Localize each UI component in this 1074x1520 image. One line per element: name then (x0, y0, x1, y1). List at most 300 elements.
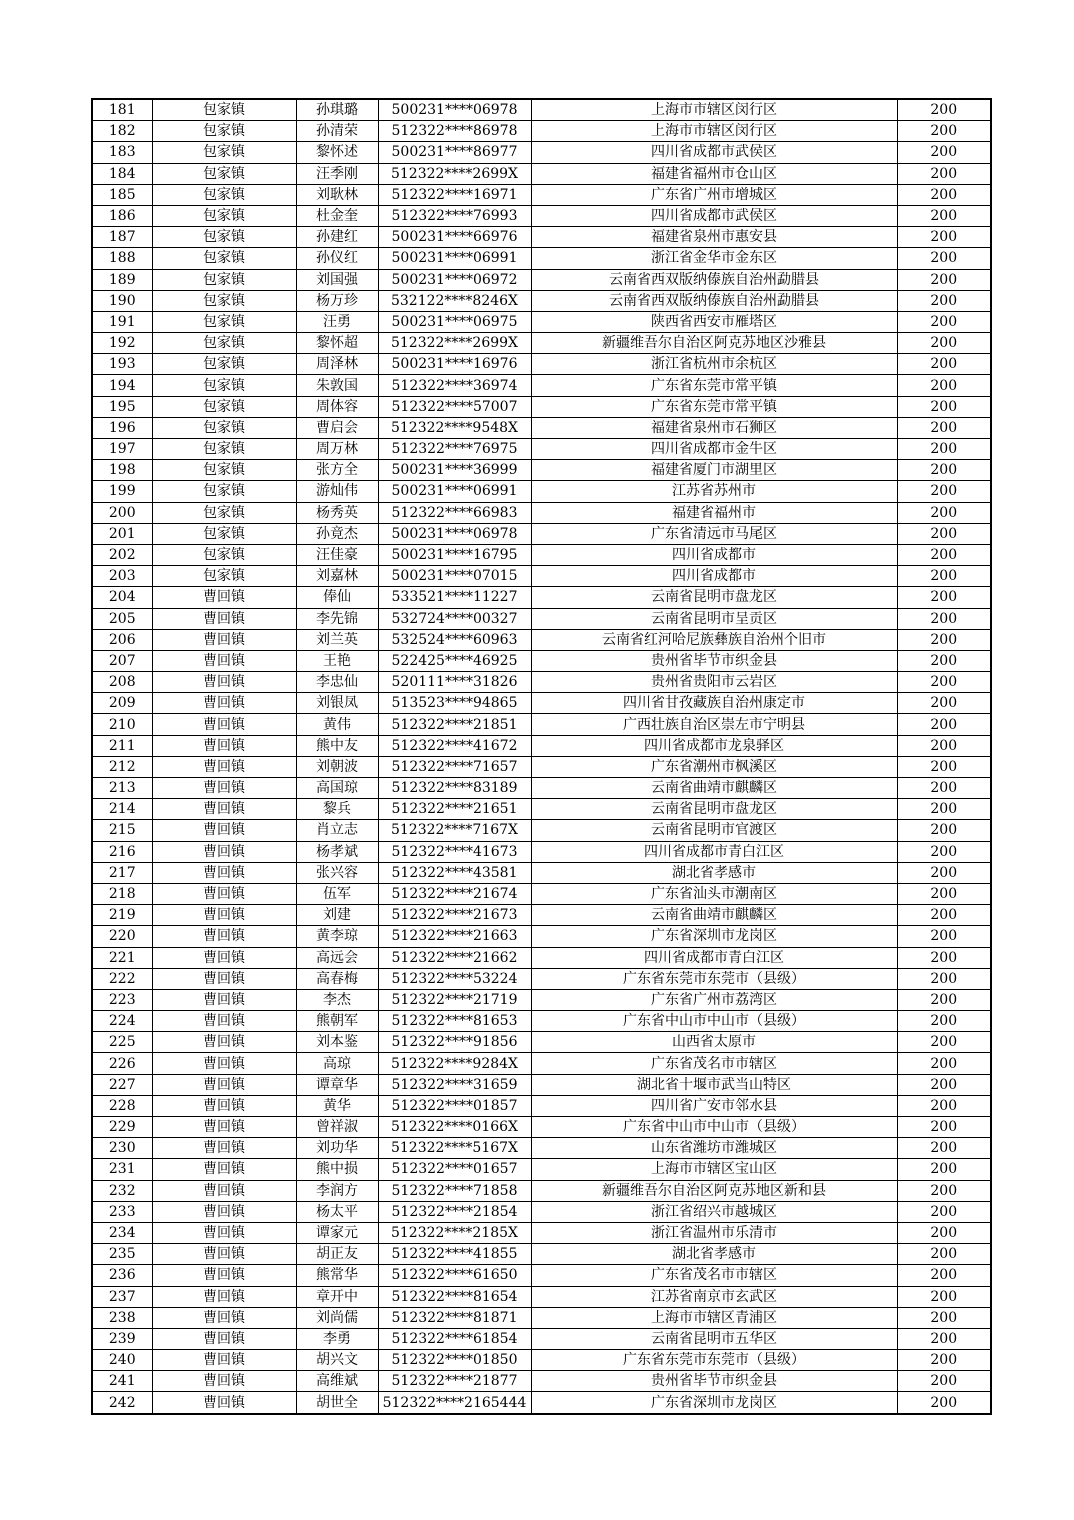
person-name-cell: 胡正友 (296, 1244, 378, 1265)
town-cell: 曹回镇 (152, 862, 296, 883)
person-name-cell: 刘耿林 (296, 184, 378, 205)
work-location-cell: 云南省昆明市呈贡区 (531, 608, 897, 629)
amount-cell: 200 (897, 481, 991, 502)
person-name-cell: 汪季刚 (296, 163, 378, 184)
id-number-cell: 532524****60963 (378, 629, 531, 650)
row-number-cell: 189 (92, 269, 152, 290)
table-row (92, 1053, 991, 1074)
town-cell: 曹回镇 (152, 1307, 296, 1328)
person-name-cell: 曹启会 (296, 417, 378, 438)
work-location-cell: 浙江省杭州市余杭区 (531, 354, 897, 375)
table-row (92, 523, 991, 544)
table-row (92, 1350, 991, 1371)
id-number-cell: 512322****71657 (378, 756, 531, 777)
row-number-cell: 226 (92, 1053, 152, 1074)
table-row (92, 1244, 991, 1265)
work-location-cell: 四川省成都市武侯区 (531, 205, 897, 226)
work-location-cell: 广东省清远市马尾区 (531, 523, 897, 544)
row-number-cell: 219 (92, 905, 152, 926)
id-number-cell: 512322****21851 (378, 714, 531, 735)
amount-cell: 200 (897, 1074, 991, 1095)
amount-cell: 200 (897, 608, 991, 629)
town-cell: 曹回镇 (152, 693, 296, 714)
table-row (92, 121, 991, 142)
town-cell: 包家镇 (152, 417, 296, 438)
table-row (92, 862, 991, 883)
row-number-cell: 208 (92, 672, 152, 693)
work-location-cell: 广东省东莞市东莞市（县级） (531, 968, 897, 989)
person-name-cell: 李润方 (296, 1180, 378, 1201)
work-location-cell: 上海市市辖区青浦区 (531, 1307, 897, 1328)
person-name-cell: 刘功华 (296, 1138, 378, 1159)
row-number-cell: 224 (92, 1011, 152, 1032)
row-number-cell: 234 (92, 1222, 152, 1243)
town-cell: 曹回镇 (152, 1032, 296, 1053)
person-name-cell: 李勇 (296, 1328, 378, 1349)
row-number-cell: 199 (92, 481, 152, 502)
row-number-cell: 231 (92, 1159, 152, 1180)
amount-cell: 200 (897, 1307, 991, 1328)
work-location-cell: 云南省西双版纳傣族自治州勐腊县 (531, 269, 897, 290)
work-location-cell: 云南省红河哈尼族彝族自治州个旧市 (531, 629, 897, 650)
amount-cell: 200 (897, 184, 991, 205)
table-row (92, 587, 991, 608)
table-row (92, 650, 991, 671)
table-row (92, 481, 991, 502)
table-row (92, 142, 991, 163)
id-number-cell: 500231****07015 (378, 566, 531, 587)
id-number-cell: 500231****66976 (378, 227, 531, 248)
row-number-cell: 223 (92, 989, 152, 1010)
row-number-cell: 236 (92, 1265, 152, 1286)
id-number-cell: 500231****06991 (378, 481, 531, 502)
row-number-cell: 190 (92, 290, 152, 311)
table-row (92, 396, 991, 417)
amount-cell: 200 (897, 989, 991, 1010)
amount-cell: 200 (897, 227, 991, 248)
id-number-cell: 512322****7167X (378, 820, 531, 841)
amount-cell: 200 (897, 1032, 991, 1053)
work-location-cell: 福建省福州市仓山区 (531, 163, 897, 184)
person-name-cell: 章开中 (296, 1286, 378, 1307)
amount-cell: 200 (897, 968, 991, 989)
id-number-cell: 522425****46925 (378, 650, 531, 671)
work-location-cell: 云南省昆明市盘龙区 (531, 799, 897, 820)
amount-cell: 200 (897, 460, 991, 481)
person-name-cell: 张兴容 (296, 862, 378, 883)
row-number-cell: 238 (92, 1307, 152, 1328)
row-number-cell: 187 (92, 227, 152, 248)
work-location-cell: 新疆维吾尔自治区阿克苏地区沙雅县 (531, 333, 897, 354)
row-number-cell: 229 (92, 1117, 152, 1138)
id-number-cell: 512322****41672 (378, 735, 531, 756)
work-location-cell: 广西壮族自治区崇左市宁明县 (531, 714, 897, 735)
work-location-cell: 浙江省绍兴市越城区 (531, 1201, 897, 1222)
amount-cell: 200 (897, 926, 991, 947)
table-row (92, 1328, 991, 1349)
table-row (92, 820, 991, 841)
work-location-cell: 四川省甘孜藏族自治州康定市 (531, 693, 897, 714)
row-number-cell: 181 (92, 99, 152, 121)
town-cell: 包家镇 (152, 375, 296, 396)
row-number-cell: 204 (92, 587, 152, 608)
amount-cell: 200 (897, 1117, 991, 1138)
work-location-cell: 云南省昆明市官渡区 (531, 820, 897, 841)
id-number-cell: 512322****83189 (378, 778, 531, 799)
town-cell: 包家镇 (152, 544, 296, 565)
person-name-cell: 黎兵 (296, 799, 378, 820)
work-location-cell: 陕西省西安市雁塔区 (531, 311, 897, 332)
work-location-cell: 江苏省苏州市 (531, 481, 897, 502)
town-cell: 包家镇 (152, 439, 296, 460)
table-row (92, 905, 991, 926)
id-number-cell: 500231****06978 (378, 523, 531, 544)
amount-cell: 200 (897, 121, 991, 142)
row-number-cell: 242 (92, 1392, 152, 1414)
table-row (92, 841, 991, 862)
id-number-cell: 512322****86978 (378, 121, 531, 142)
id-number-cell: 512322****2165444 (378, 1392, 531, 1414)
work-location-cell: 福建省厦门市湖里区 (531, 460, 897, 481)
work-location-cell: 广东省茂名市市辖区 (531, 1053, 897, 1074)
id-number-cell: 512322****53224 (378, 968, 531, 989)
row-number-cell: 241 (92, 1371, 152, 1392)
work-location-cell: 浙江省温州市乐清市 (531, 1222, 897, 1243)
amount-cell: 200 (897, 905, 991, 926)
person-name-cell: 周万林 (296, 439, 378, 460)
town-cell: 包家镇 (152, 142, 296, 163)
row-number-cell: 201 (92, 523, 152, 544)
table-row (92, 1371, 991, 1392)
work-location-cell: 云南省曲靖市麒麟区 (531, 905, 897, 926)
table-row (92, 311, 991, 332)
person-name-cell: 谭家元 (296, 1222, 378, 1243)
id-number-cell: 532122****8246X (378, 290, 531, 311)
amount-cell: 200 (897, 566, 991, 587)
table-row (92, 1117, 991, 1138)
id-number-cell: 500231****06972 (378, 269, 531, 290)
row-number-cell: 203 (92, 566, 152, 587)
person-name-cell: 汪佳豪 (296, 544, 378, 565)
town-cell: 曹回镇 (152, 1265, 296, 1286)
id-number-cell: 512322****21854 (378, 1201, 531, 1222)
person-name-cell: 孙竟杰 (296, 523, 378, 544)
work-location-cell: 四川省成都市武侯区 (531, 142, 897, 163)
work-location-cell: 四川省成都市青白江区 (531, 947, 897, 968)
person-name-cell: 黄伟 (296, 714, 378, 735)
row-number-cell: 192 (92, 333, 152, 354)
person-name-cell: 胡兴文 (296, 1350, 378, 1371)
table-row (92, 566, 991, 587)
id-number-cell: 512322****21673 (378, 905, 531, 926)
table-row (92, 672, 991, 693)
id-number-cell: 512322****81653 (378, 1011, 531, 1032)
work-location-cell: 四川省成都市金牛区 (531, 439, 897, 460)
work-location-cell: 四川省成都市 (531, 566, 897, 587)
amount-cell: 200 (897, 714, 991, 735)
table-row (92, 1307, 991, 1328)
amount-cell: 200 (897, 650, 991, 671)
town-cell: 包家镇 (152, 523, 296, 544)
table-row (92, 1222, 991, 1243)
row-number-cell: 196 (92, 417, 152, 438)
amount-cell: 200 (897, 1371, 991, 1392)
row-number-cell: 194 (92, 375, 152, 396)
id-number-cell: 500231****36999 (378, 460, 531, 481)
row-number-cell: 198 (92, 460, 152, 481)
row-number-cell: 222 (92, 968, 152, 989)
town-cell: 曹回镇 (152, 1286, 296, 1307)
town-cell: 包家镇 (152, 184, 296, 205)
amount-cell: 200 (897, 1053, 991, 1074)
work-location-cell: 云南省昆明市盘龙区 (531, 587, 897, 608)
amount-cell: 200 (897, 1180, 991, 1201)
amount-cell: 200 (897, 544, 991, 565)
table-row (92, 354, 991, 375)
id-number-cell: 512322****01657 (378, 1159, 531, 1180)
amount-cell: 200 (897, 1328, 991, 1349)
row-number-cell: 230 (92, 1138, 152, 1159)
person-name-cell: 高国琼 (296, 778, 378, 799)
work-location-cell: 浙江省金华市金东区 (531, 248, 897, 269)
id-number-cell: 512322****31659 (378, 1074, 531, 1095)
id-number-cell: 512322****2699X (378, 333, 531, 354)
work-location-cell: 上海市市辖区闵行区 (531, 99, 897, 121)
town-cell: 曹回镇 (152, 841, 296, 862)
person-name-cell: 熊朝军 (296, 1011, 378, 1032)
person-name-cell: 刘银凤 (296, 693, 378, 714)
work-location-cell: 四川省成都市青白江区 (531, 841, 897, 862)
row-number-cell: 210 (92, 714, 152, 735)
table-row (92, 756, 991, 777)
id-number-cell: 512322****21663 (378, 926, 531, 947)
table-row (92, 227, 991, 248)
town-cell: 曹回镇 (152, 1371, 296, 1392)
town-cell: 包家镇 (152, 99, 296, 121)
id-number-cell: 512322****21662 (378, 947, 531, 968)
table-row (92, 1180, 991, 1201)
person-name-cell: 周体容 (296, 396, 378, 417)
work-location-cell: 四川省广安市邻水县 (531, 1095, 897, 1116)
table-row (92, 439, 991, 460)
work-location-cell: 上海市市辖区宝山区 (531, 1159, 897, 1180)
id-number-cell: 512322****81654 (378, 1286, 531, 1307)
amount-cell: 200 (897, 1201, 991, 1222)
id-number-cell: 512322****9548X (378, 417, 531, 438)
id-number-cell: 512322****2185X (378, 1222, 531, 1243)
amount-cell: 200 (897, 269, 991, 290)
town-cell: 曹回镇 (152, 1350, 296, 1371)
person-name-cell: 刘朝波 (296, 756, 378, 777)
table-row (92, 184, 991, 205)
person-name-cell: 刘建 (296, 905, 378, 926)
work-location-cell: 贵州省毕节市织金县 (531, 650, 897, 671)
person-name-cell: 黎怀述 (296, 142, 378, 163)
table-row (92, 629, 991, 650)
id-number-cell: 500231****06975 (378, 311, 531, 332)
person-name-cell: 熊常华 (296, 1265, 378, 1286)
amount-cell: 200 (897, 756, 991, 777)
person-name-cell: 孙仪红 (296, 248, 378, 269)
amount-cell: 200 (897, 1138, 991, 1159)
row-number-cell: 200 (92, 502, 152, 523)
id-number-cell: 512322****81871 (378, 1307, 531, 1328)
work-location-cell: 福建省福州市 (531, 502, 897, 523)
person-name-cell: 杨太平 (296, 1201, 378, 1222)
amount-cell: 200 (897, 735, 991, 756)
row-number-cell: 184 (92, 163, 152, 184)
town-cell: 曹回镇 (152, 1138, 296, 1159)
person-name-cell: 刘尚儒 (296, 1307, 378, 1328)
work-location-cell: 广东省东莞市东莞市（县级） (531, 1350, 897, 1371)
amount-cell: 200 (897, 799, 991, 820)
person-name-cell: 张方全 (296, 460, 378, 481)
id-number-cell: 512322****61650 (378, 1265, 531, 1286)
amount-cell: 200 (897, 311, 991, 332)
town-cell: 曹回镇 (152, 587, 296, 608)
row-number-cell: 233 (92, 1201, 152, 1222)
work-location-cell: 山西省太原市 (531, 1032, 897, 1053)
town-cell: 包家镇 (152, 290, 296, 311)
id-number-cell: 520111****31826 (378, 672, 531, 693)
amount-cell: 200 (897, 947, 991, 968)
person-name-cell: 李先锦 (296, 608, 378, 629)
town-cell: 曹回镇 (152, 778, 296, 799)
town-cell: 包家镇 (152, 481, 296, 502)
work-location-cell: 上海市市辖区闵行区 (531, 121, 897, 142)
row-number-cell: 213 (92, 778, 152, 799)
id-number-cell: 512322****76993 (378, 205, 531, 226)
town-cell: 包家镇 (152, 333, 296, 354)
town-cell: 曹回镇 (152, 1117, 296, 1138)
id-number-cell: 512322****21651 (378, 799, 531, 820)
table-row (92, 1265, 991, 1286)
person-name-cell: 谭章华 (296, 1074, 378, 1095)
town-cell: 包家镇 (152, 460, 296, 481)
row-number-cell: 211 (92, 735, 152, 756)
amount-cell: 200 (897, 396, 991, 417)
work-location-cell: 广东省深圳市龙岗区 (531, 926, 897, 947)
id-number-cell: 512322****61854 (378, 1328, 531, 1349)
person-name-cell: 黄李琼 (296, 926, 378, 947)
town-cell: 曹回镇 (152, 905, 296, 926)
work-location-cell: 贵州省贵阳市云岩区 (531, 672, 897, 693)
row-number-cell: 193 (92, 354, 152, 375)
table-row (92, 460, 991, 481)
amount-cell: 200 (897, 502, 991, 523)
table-row (92, 1159, 991, 1180)
row-number-cell: 237 (92, 1286, 152, 1307)
amount-cell: 200 (897, 1159, 991, 1180)
row-number-cell: 206 (92, 629, 152, 650)
row-number-cell: 197 (92, 439, 152, 460)
id-number-cell: 512322****76975 (378, 439, 531, 460)
table-row (92, 799, 991, 820)
person-name-cell: 高维斌 (296, 1371, 378, 1392)
row-number-cell: 209 (92, 693, 152, 714)
id-number-cell: 500231****16795 (378, 544, 531, 565)
work-location-cell: 广东省中山市中山市（县级） (531, 1011, 897, 1032)
row-number-cell: 218 (92, 883, 152, 904)
town-cell: 包家镇 (152, 205, 296, 226)
id-number-cell: 512322****01857 (378, 1095, 531, 1116)
row-number-cell: 188 (92, 248, 152, 269)
person-name-cell: 杨孝斌 (296, 841, 378, 862)
town-cell: 包家镇 (152, 227, 296, 248)
table-row (92, 375, 991, 396)
work-location-cell: 四川省成都市 (531, 544, 897, 565)
work-location-cell: 贵州省毕节市织金县 (531, 1371, 897, 1392)
row-number-cell: 205 (92, 608, 152, 629)
table-row (92, 502, 991, 523)
amount-cell: 200 (897, 883, 991, 904)
work-location-cell: 广东省中山市中山市（县级） (531, 1117, 897, 1138)
town-cell: 曹回镇 (152, 799, 296, 820)
table-row (92, 926, 991, 947)
table-body (92, 99, 991, 1414)
row-number-cell: 232 (92, 1180, 152, 1201)
id-number-cell: 500231****86977 (378, 142, 531, 163)
table-row (92, 1011, 991, 1032)
town-cell: 曹回镇 (152, 735, 296, 756)
amount-cell: 200 (897, 1392, 991, 1414)
id-number-cell: 513523****94865 (378, 693, 531, 714)
table-row (92, 968, 991, 989)
person-name-cell: 熊中友 (296, 735, 378, 756)
table-row (92, 778, 991, 799)
person-name-cell: 刘嘉林 (296, 566, 378, 587)
row-number-cell: 227 (92, 1074, 152, 1095)
row-number-cell: 202 (92, 544, 152, 565)
table-row (92, 1392, 991, 1414)
amount-cell: 200 (897, 1286, 991, 1307)
amount-cell: 200 (897, 587, 991, 608)
amount-cell: 200 (897, 354, 991, 375)
person-name-cell: 熊中损 (296, 1159, 378, 1180)
row-number-cell: 217 (92, 862, 152, 883)
id-number-cell: 512322****71858 (378, 1180, 531, 1201)
town-cell: 包家镇 (152, 248, 296, 269)
work-location-cell: 新疆维吾尔自治区阿克苏地区新和县 (531, 1180, 897, 1201)
person-name-cell: 黄华 (296, 1095, 378, 1116)
id-number-cell: 533521****11227 (378, 587, 531, 608)
town-cell: 曹回镇 (152, 926, 296, 947)
amount-cell: 200 (897, 163, 991, 184)
person-name-cell: 游灿伟 (296, 481, 378, 502)
amount-cell: 200 (897, 1222, 991, 1243)
table-row (92, 248, 991, 269)
table-row (92, 883, 991, 904)
data-table (91, 98, 992, 1415)
person-name-cell: 李忠仙 (296, 672, 378, 693)
work-location-cell: 云南省曲靖市麒麟区 (531, 778, 897, 799)
work-location-cell: 广东省深圳市龙岗区 (531, 1392, 897, 1414)
amount-cell: 200 (897, 672, 991, 693)
amount-cell: 200 (897, 841, 991, 862)
person-name-cell: 孙建红 (296, 227, 378, 248)
person-name-cell: 李杰 (296, 989, 378, 1010)
work-location-cell: 广东省东莞市常平镇 (531, 396, 897, 417)
amount-cell: 200 (897, 1265, 991, 1286)
work-location-cell: 山东省潍坊市潍城区 (531, 1138, 897, 1159)
table-row (92, 693, 991, 714)
amount-cell: 200 (897, 290, 991, 311)
town-cell: 包家镇 (152, 396, 296, 417)
row-number-cell: 216 (92, 841, 152, 862)
person-name-cell: 刘国强 (296, 269, 378, 290)
table-row (92, 1138, 991, 1159)
amount-cell: 200 (897, 820, 991, 841)
